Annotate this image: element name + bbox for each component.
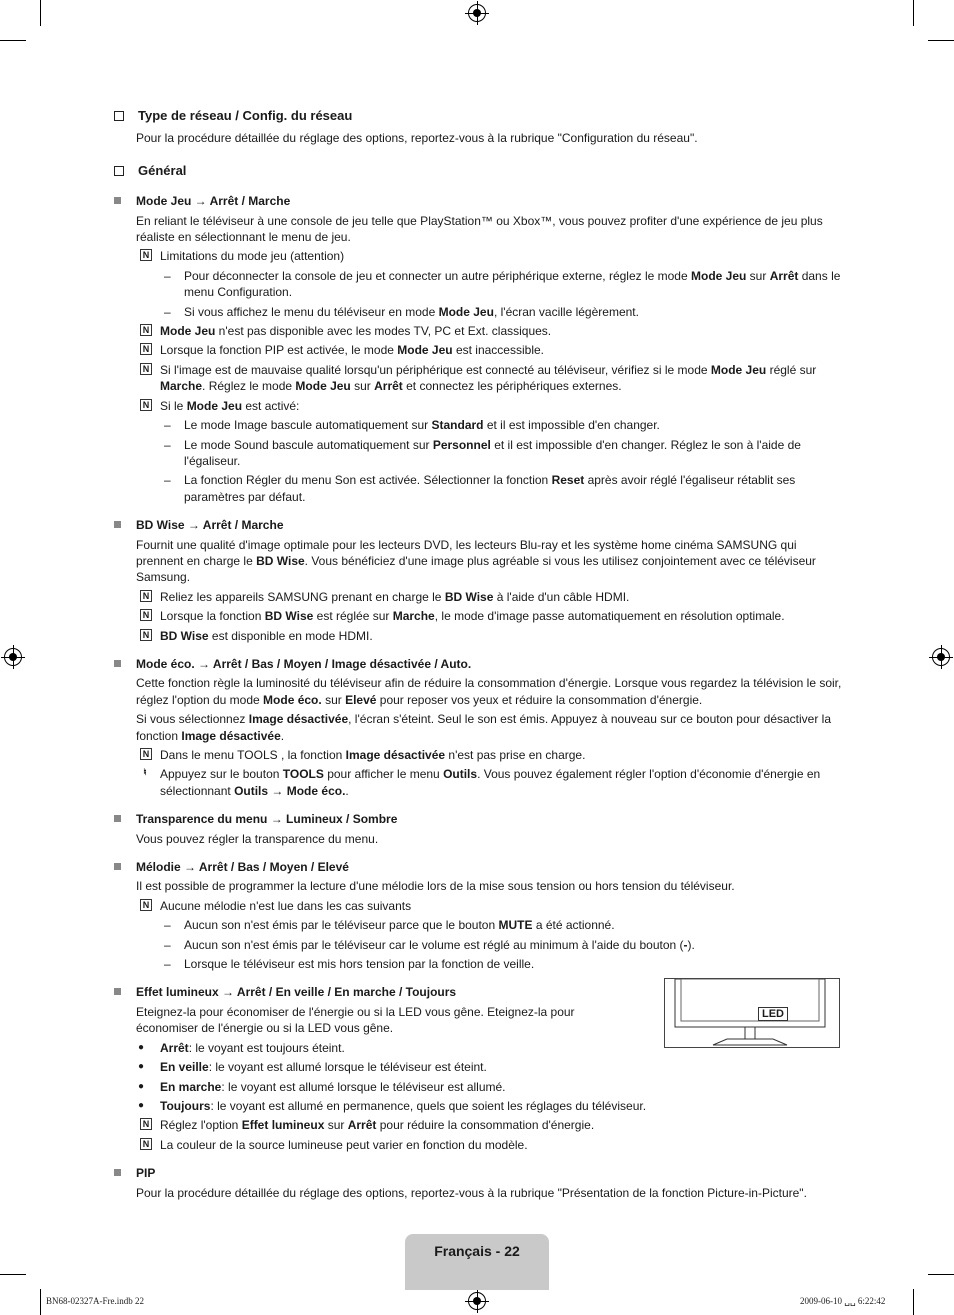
transparence-heading: Transparence du menu → Lumineux / Sombre: [110, 811, 842, 827]
note-icon: N: [140, 590, 152, 602]
note-icon: N: [140, 609, 152, 621]
registration-mark-icon: [4, 648, 22, 666]
note-icon: N: [140, 343, 152, 355]
tv-illustration: [664, 978, 840, 1048]
mode-eco-heading: Mode éco. → Arrêt / Bas / Moyen / Image désactivée / Auto.: [110, 656, 842, 672]
network-text: Pour la procédure détaillée du réglage des options, reportez-vous à la rubrique "Configuration du réseau".: [136, 131, 698, 146]
square-bullet-icon: [114, 197, 121, 204]
led-label: LED: [758, 1007, 788, 1021]
note-item: N Dans le menu TOOLS , la fonction Image désactivée n'est pas prise en charge.: [110, 747, 842, 763]
pip-text: Pour la procédure détaillée du réglage des options, reportez-vous à la rubrique "Présentation de la fonction Picture-in-Picture".: [136, 1185, 807, 1200]
note-icon: N: [140, 1138, 152, 1150]
bullet-item: ● Toujours: le voyant est allumé en permanence, quels que soient les réglages du téléviseur.: [110, 1098, 842, 1114]
crop-mark: [40, 0, 41, 26]
pip-heading: PIP: [110, 1165, 842, 1181]
dash-item: – Si vous affichez le menu du téléviseur en mode Mode Jeu, l'écran vacille légèrement.: [110, 304, 842, 320]
note-item: N Réglez l'option Effet lumineux sur Arrêt pour réduire la consommation d'énergie.: [110, 1117, 842, 1133]
mode-eco-text: Cette fonction règle la luminosité du téléviseur afin de réduire la consommation d'énergie. Lorsque vous regardez la télévision le soir, réglez l'option du mode Mode éco. sur Elevé pour reposer vos yeux et réduire la consommation d'énergie.: [136, 676, 842, 707]
melodie-text: Il est possible de programmer la lecture d'une mélodie lors de la mise sous tension ou hors tension du téléviseur.: [136, 879, 735, 894]
dash-item: – Aucun son n'est émis par le téléviseur parce que le bouton MUTE a été actionné.: [110, 917, 842, 933]
melodie-heading: Mélodie → Arrêt / Bas / Moyen / Elevé: [110, 859, 842, 875]
note-icon: N: [140, 324, 152, 336]
dash-item: – Le mode Image bascule automatiquement sur Standard et il est impossible d'en changer.: [110, 417, 842, 433]
effet-heading: Effet lumineux → Arrêt / En veille / En marche / Toujours: [110, 984, 842, 1000]
date-slug: 2009-06-10 ␣␣ 6:22:42: [800, 1296, 886, 1306]
square-bullet-icon: [114, 815, 121, 822]
crop-mark: [0, 40, 26, 41]
tools-item: ♮ Appuyez sur le bouton TOOLS pour afficher le menu Outils. Vous pouvez également régler l'option d'économie d'énergie en sélectionnant Outils → Mode éco..: [110, 766, 842, 799]
note-icon: N: [140, 899, 152, 911]
note-icon: N: [140, 629, 152, 641]
file-slug: BN68-02327A-Fre.indb 22: [46, 1296, 144, 1306]
registration-mark-icon: [932, 648, 950, 666]
square-bullet-icon: [114, 863, 121, 870]
square-bullet-icon: [114, 1169, 121, 1176]
section-heading-network: Type de réseau / Config. du réseau: [110, 108, 842, 124]
dash-item: – Lorsque le téléviseur est mis hors tension par la fonction de veille.: [110, 956, 842, 972]
mode-jeu-heading: Mode Jeu → Arrêt / Marche: [110, 193, 842, 209]
checkbox-bullet-icon: [114, 111, 124, 121]
note-item: N Limitations du mode jeu (attention): [110, 248, 842, 264]
note-icon: N: [140, 363, 152, 375]
checkbox-bullet-icon: [114, 166, 124, 176]
note-item: N Reliez les appareils SAMSUNG prenant en charge le BD Wise à l'aide d'un câble HDMI.: [110, 589, 842, 605]
note-item: N Si le Mode Jeu est activé:: [110, 398, 842, 414]
bd-wise-heading: BD Wise → Arrêt / Marche: [110, 517, 842, 533]
bullet-item: ● En veille: le voyant est allumé lorsque le téléviseur est éteint.: [110, 1059, 842, 1075]
mode-jeu-intro: En reliant le téléviseur à une console de jeu telle que PlayStation™ ou Xbox™, vous pouvez profiter d'une expérience de jeu plus réaliste en sélectionnant le menu de jeu.: [136, 213, 823, 245]
bd-wise-text: Fournit une qualité d'image optimale pour les lecteurs DVD, les lecteurs Blu-ray et les système home cinéma SAMSUNG qui prennent en charge le BD Wise. Vous bénéficiez d'une image plus agréable si vous les utilisez conjointement avec ce téléviseur Samsung.: [136, 537, 816, 585]
section-heading-general: Général: [110, 163, 842, 179]
effet-text: Eteignez-la pour économiser de l'énergie ou si la LED vous gêne. Eteignez-la pour économiser de l'énergie ou si la LED vous gêne.: [136, 1004, 575, 1036]
note-icon: N: [140, 748, 152, 760]
square-bullet-icon: [114, 988, 121, 995]
mode-eco-text-2: Si vous sélectionnez Image désactivée, l'écran s'éteint. Seul le son est émis. Appuyez à nouveau sur ce bouton pour désactiver la fonction Image désactivée.: [136, 712, 832, 743]
crop-mark: [928, 40, 954, 41]
registration-mark-icon: [468, 4, 486, 22]
crop-mark: [0, 1274, 26, 1275]
square-bullet-icon: [114, 660, 121, 667]
note-item: N Mode Jeu n'est pas disponible avec les modes TV, PC et Ext. classiques.: [110, 323, 842, 339]
note-item: N Aucune mélodie n'est lue dans les cas suivants: [110, 898, 842, 914]
note-item: N La couleur de la source lumineuse peut varier en fonction du modèle.: [110, 1137, 842, 1153]
crop-mark: [928, 1274, 954, 1275]
dash-item: – La fonction Régler du menu Son est activée. Sélectionner la fonction Reset après avoir réglé l'égaliseur rétablit ses paramètres par défaut.: [110, 472, 842, 505]
note-icon: N: [140, 1118, 152, 1130]
dash-item: – Aucun son n'est émis par le téléviseur car le volume est réglé au minimum à l'aide du bouton (-).: [110, 937, 842, 953]
note-icon: N: [140, 399, 152, 411]
tv-drawing: [665, 979, 839, 1047]
note-item: N Lorsque la fonction PIP est activée, le mode Mode Jeu est inaccessible.: [110, 342, 842, 358]
bullet-item: ● Arrêt: le voyant est toujours éteint.: [110, 1040, 842, 1056]
crop-mark: [913, 1289, 914, 1315]
note-icon: N: [140, 249, 152, 261]
dash-item: – Le mode Sound bascule automatiquement sur Personnel et il est impossible d'en changer. Réglez le son à l'aide de l'égaliseur.: [110, 437, 842, 470]
crop-mark: [40, 1289, 41, 1315]
crop-mark: [913, 0, 914, 26]
square-bullet-icon: [114, 521, 121, 528]
bullet-item: ● En marche: le voyant est allumé lorsque le téléviseur est allumé.: [110, 1079, 842, 1095]
registration-mark-icon: [468, 1292, 486, 1310]
note-item: N BD Wise est disponible en mode HDMI.: [110, 628, 842, 644]
page-number-tab: Français - 22: [405, 1234, 549, 1290]
transparence-text: Vous pouvez régler la transparence du menu.: [136, 831, 379, 846]
dash-item: – Pour déconnecter la console de jeu et connecter un autre périphérique externe, réglez le mode Mode Jeu sur Arrêt dans le menu Configuration.: [110, 268, 842, 301]
note-item: N Lorsque la fonction BD Wise est réglée sur Marche, le mode d'image passe automatiquement en résolution optimale.: [110, 608, 842, 624]
note-item: N Si l'image est de mauvaise qualité lorsqu'un périphérique est connecté au téléviseur, vérifiez si le mode Mode Jeu réglé sur Marche. Réglez le mode Mode Jeu sur Arrêt et connectez les périphériques externes.: [110, 362, 842, 395]
tools-icon: ♮: [143, 767, 147, 778]
